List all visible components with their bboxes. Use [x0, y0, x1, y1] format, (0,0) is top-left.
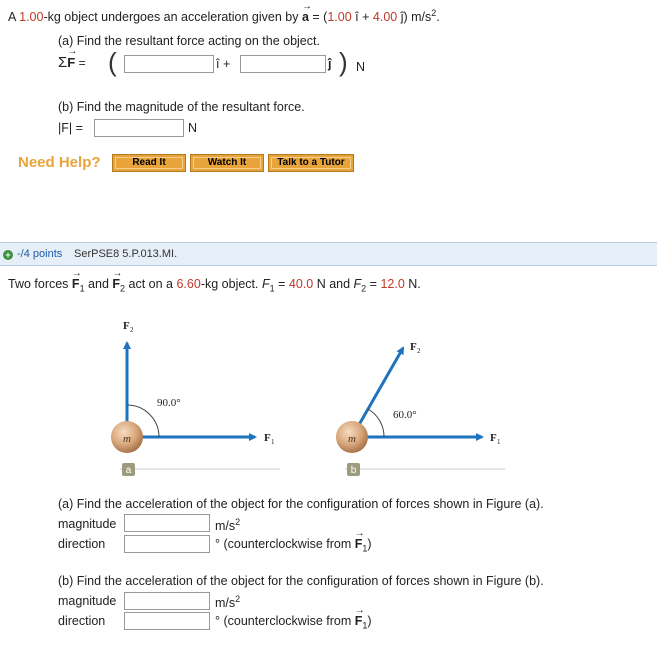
figure-a	[111, 320, 280, 476]
figure-b-f2-sub: 2	[417, 347, 421, 355]
q2-text: N.	[404, 277, 421, 291]
force-vector-symbol: → F	[67, 55, 75, 70]
q1-text: A	[8, 10, 20, 25]
q2-text: -kg object.	[200, 277, 262, 291]
expand-plus-icon[interactable]: +	[3, 250, 13, 260]
unit-text: ° (counterclockwise from	[215, 614, 355, 628]
a-magnitude-unit	[215, 517, 240, 533]
q2-text: N and	[313, 277, 354, 291]
figure-a-f1-sub: 1	[271, 438, 275, 446]
unit-sup: 2	[235, 594, 241, 604]
figure-b-mass-label: m	[348, 433, 356, 445]
need-help-title: Need Help?	[18, 154, 101, 171]
figure-b-angle-arc	[368, 409, 384, 437]
q2-f2-scalar: F	[353, 277, 362, 291]
q1-part-a-prompt: (a) Find the resultant force acting on the object.	[58, 34, 320, 48]
a-direction-input[interactable]	[124, 535, 210, 553]
accel-vector-symbol: → a	[302, 10, 309, 24]
question-header-bar	[0, 242, 657, 266]
q1-part-b-prompt: (b) Find the magnitude of the resultant force.	[58, 100, 305, 114]
q1-text: .	[436, 10, 440, 25]
figure-b-f1-sub: 1	[497, 438, 501, 446]
unit-sub: 1	[362, 543, 368, 554]
magnitude-label: |F| =	[58, 121, 83, 135]
i-hat-label: î +	[216, 57, 231, 71]
read-it-button[interactable]: Read It	[112, 154, 186, 172]
q1-text: ĵ) m/s	[397, 10, 432, 25]
q2-sub: 2	[361, 283, 367, 294]
force-j-input[interactable]	[240, 55, 326, 73]
q2-f2-value: 12.0	[380, 277, 405, 291]
q2-text: act on a	[125, 277, 177, 291]
figure-b-label: b	[350, 465, 357, 476]
q1-mass: 1.00	[19, 10, 44, 25]
figure-b-f2-label: F	[410, 341, 417, 353]
a-magnitude-label: magnitude	[58, 517, 117, 531]
a-direction-unit	[215, 537, 372, 554]
b-direction-input[interactable]	[124, 612, 210, 630]
f1-vector-symbol: → F	[355, 614, 363, 628]
force-i-input[interactable]	[124, 55, 214, 73]
f1-vector-symbol: → F	[72, 277, 80, 291]
sigma-symbol: Σ	[58, 54, 68, 71]
magnitude-unit: N	[188, 121, 198, 135]
figure-a-f1-label: F	[264, 432, 271, 444]
q2-f1-scalar: F	[261, 277, 270, 291]
q2-sub: 1	[269, 283, 275, 294]
b-magnitude-unit	[215, 594, 240, 610]
force-magnitude-input[interactable]	[94, 119, 184, 137]
q2-text: and	[84, 277, 113, 291]
force-unit: N	[356, 60, 366, 74]
b-direction-label: direction	[58, 614, 106, 628]
q2-intro	[8, 277, 421, 294]
unit-text: )	[367, 537, 372, 551]
q2-sub: 1	[79, 283, 85, 294]
figure-b-f1-label: F	[490, 432, 497, 444]
q2-f1-value: 40.0	[288, 277, 314, 291]
f2-vector-symbol: → F	[112, 277, 120, 291]
a-magnitude-input[interactable]	[124, 514, 210, 532]
j-hat-label: ĵ	[328, 57, 332, 71]
q2-part-b-prompt: (b) Find the acceleration of the object for the configuration of forces shown in Figure (b).	[58, 574, 544, 588]
q1-intro	[8, 8, 440, 24]
figure-a-f2-sub: 2	[130, 326, 134, 334]
unit-sub: 1	[362, 620, 368, 631]
q2-text: =	[366, 277, 381, 291]
talk-to-tutor-button[interactable]: Talk to a Tutor	[268, 154, 354, 172]
figure-b-angle-label: 60.0°	[393, 409, 417, 421]
figure-a-mass-label: m	[123, 433, 131, 445]
figure-a-label: a	[125, 465, 132, 476]
b-direction-unit	[215, 614, 372, 631]
q1-text: î +	[351, 10, 373, 25]
unit-text: ° (counterclockwise from	[215, 537, 355, 551]
q1-sup: 2	[431, 8, 437, 18]
open-paren: (	[108, 47, 117, 77]
force-diagram-figure	[100, 305, 520, 480]
figure-b	[336, 341, 505, 476]
q1-text: = (	[308, 10, 328, 25]
close-paren: )	[339, 47, 348, 77]
q1-ay: 4.00	[372, 10, 398, 25]
q2-text: Two forces	[8, 277, 72, 291]
q1-text: -kg object undergoes an acceleration given by	[43, 10, 302, 25]
b-magnitude-label: magnitude	[58, 594, 117, 608]
sum-force-label	[58, 54, 86, 71]
q2-text: =	[274, 277, 289, 291]
a-direction-label: direction	[58, 537, 106, 551]
unit-text: )	[367, 614, 372, 628]
figure-a-f2-label: F	[123, 320, 130, 332]
q1-ax: 1.00	[327, 10, 352, 25]
q2-mass: 6.60	[176, 277, 201, 291]
figure-a-angle-label: 90.0°	[157, 397, 181, 409]
watch-it-button[interactable]: Watch It	[190, 154, 264, 172]
points-label: -/4 points	[17, 248, 63, 260]
b-magnitude-input[interactable]	[124, 592, 210, 610]
q2-part-a-prompt: (a) Find the acceleration of the object for the configuration of forces shown in Figure (a).	[58, 497, 544, 511]
q2-sub: 2	[120, 283, 126, 294]
unit-text: m/s	[215, 519, 236, 534]
unit-text: m/s	[215, 596, 236, 611]
unit-sup: 2	[235, 517, 241, 527]
problem-id: SerPSE8 5.P.013.MI.	[74, 248, 178, 260]
f1-vector-symbol: → F	[355, 537, 363, 551]
equals-sign: =	[75, 56, 86, 70]
